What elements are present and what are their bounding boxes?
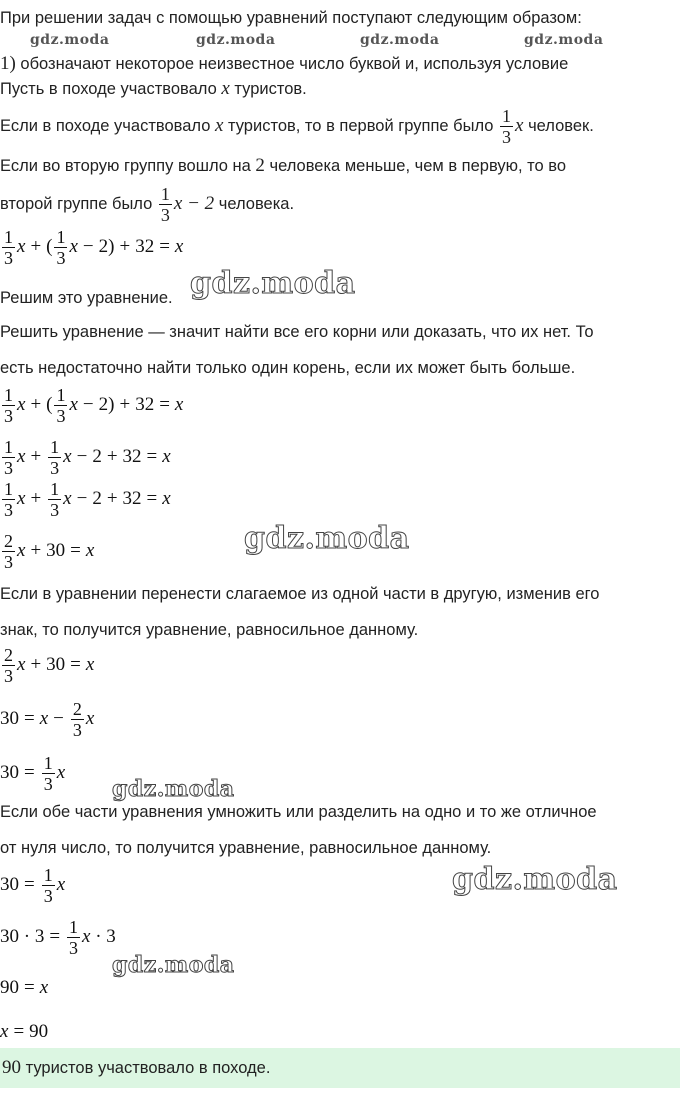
step-number: 1) [0,53,16,74]
variable-x: x [515,115,524,136]
step-text: обозначают некоторое неизвестное число буквой и, используя условие [20,55,569,73]
watermark: gdz.moda [190,266,356,301]
transfer-line-2: знак, то получится уравнение, равносильное данному. [0,621,419,639]
group2-text-end: человека меньше, чем в первую, то во [269,157,567,175]
let-text: Пусть в походе участвовало [0,80,217,98]
let-text-end: туристов. [234,80,307,98]
step-1-line [0,54,568,74]
multiply-line-2: от нуля число, то получится уравнение, равносильное данному. [0,839,492,857]
group1-text-end: человек. [528,117,594,135]
group2-text-end: человека. [218,195,295,213]
watermark: gdz.moda [524,32,604,48]
equation-step-5-repeat: 30 = $\frac{1}{3}$ x [0,864,66,906]
group2-line-2 [0,182,294,226]
watermark: gdz.moda [196,32,276,48]
solve-label: Решим это уравнение. [0,289,173,307]
equation-main: $\frac{1}{3}$ x + ( $\frac{1}{3}$ x − 2) + 32 = x [4,226,184,268]
let-line [0,79,307,99]
answer-line [2,1058,270,1078]
watermark: gdz.moda [112,776,235,802]
transfer-line-1: Если в уравнении перенести слагаемое из одной части в другую, изменив его [0,585,600,603]
fraction: $\frac{1}{3}$ [160,183,170,225]
expression: x − 2 [173,193,215,214]
multiply-line-1: Если обе части уравнения умножить или разделить на одно и то же отличное [0,803,597,821]
definition-line-2: есть недостаточно найти только один корень, если их может быть больше. [0,359,576,377]
watermark: gdz.moda [244,521,410,556]
equation-step-6: 30 · 3 = $\frac{1}{3}$ x · 3 [0,916,116,958]
answer-number: 90 [2,1057,21,1078]
equation-step-4: 30 = x − $\frac{2}{3}$ x [0,698,95,740]
group2-text: второй группе было [0,195,153,213]
group2-line-1 [0,156,566,176]
variable-x: x [214,115,224,136]
equation-step-8: x = 90 [0,1021,49,1042]
watermark: gdz.moda [452,862,618,897]
watermark: gdz.moda [30,32,110,48]
watermark: gdz.moda [112,952,235,978]
group1-text: Если в походе участвовало [0,117,211,135]
group2-text: Если во вторую группу вошло на [0,157,251,175]
equation-step-3-repeat: $\frac{2}{3}$ x + 30 = x [4,644,95,686]
equation-step-7: 90 = x [0,977,49,998]
equation-step-2b: $\frac{1}{3}$ x + $\frac{1}{3}$ x − 2 + 32 = x [4,478,171,520]
variable-x: x [221,78,230,99]
group1-text-mid: туристов, то в первой группе было [228,117,494,135]
equation-step-2: $\frac{1}{3}$ x + $\frac{1}{3}$ x − 2 + 32 = x [4,436,171,478]
fraction: $\frac{1}{3}$ [502,105,512,147]
equation-step-1: $\frac{1}{3}$ x + ( $\frac{1}{3}$ x − 2) + 32 = x [4,384,184,426]
definition-line-1: Решить уравнение — значит найти все его корни или доказать, что их нет. То [0,323,594,341]
number: 2 [255,155,265,176]
group1-line [0,106,594,146]
intro-line: При решении задач с помощью уравнений поступают следующим образом: [0,9,582,27]
equation-step-3: $\frac{2}{3}$ x + 30 = x [4,530,95,572]
answer-text: туристов участвовало в походе. [25,1059,271,1077]
watermark: gdz.moda [360,32,440,48]
equation-step-5: 30 = $\frac{1}{3}$ x [0,752,66,794]
